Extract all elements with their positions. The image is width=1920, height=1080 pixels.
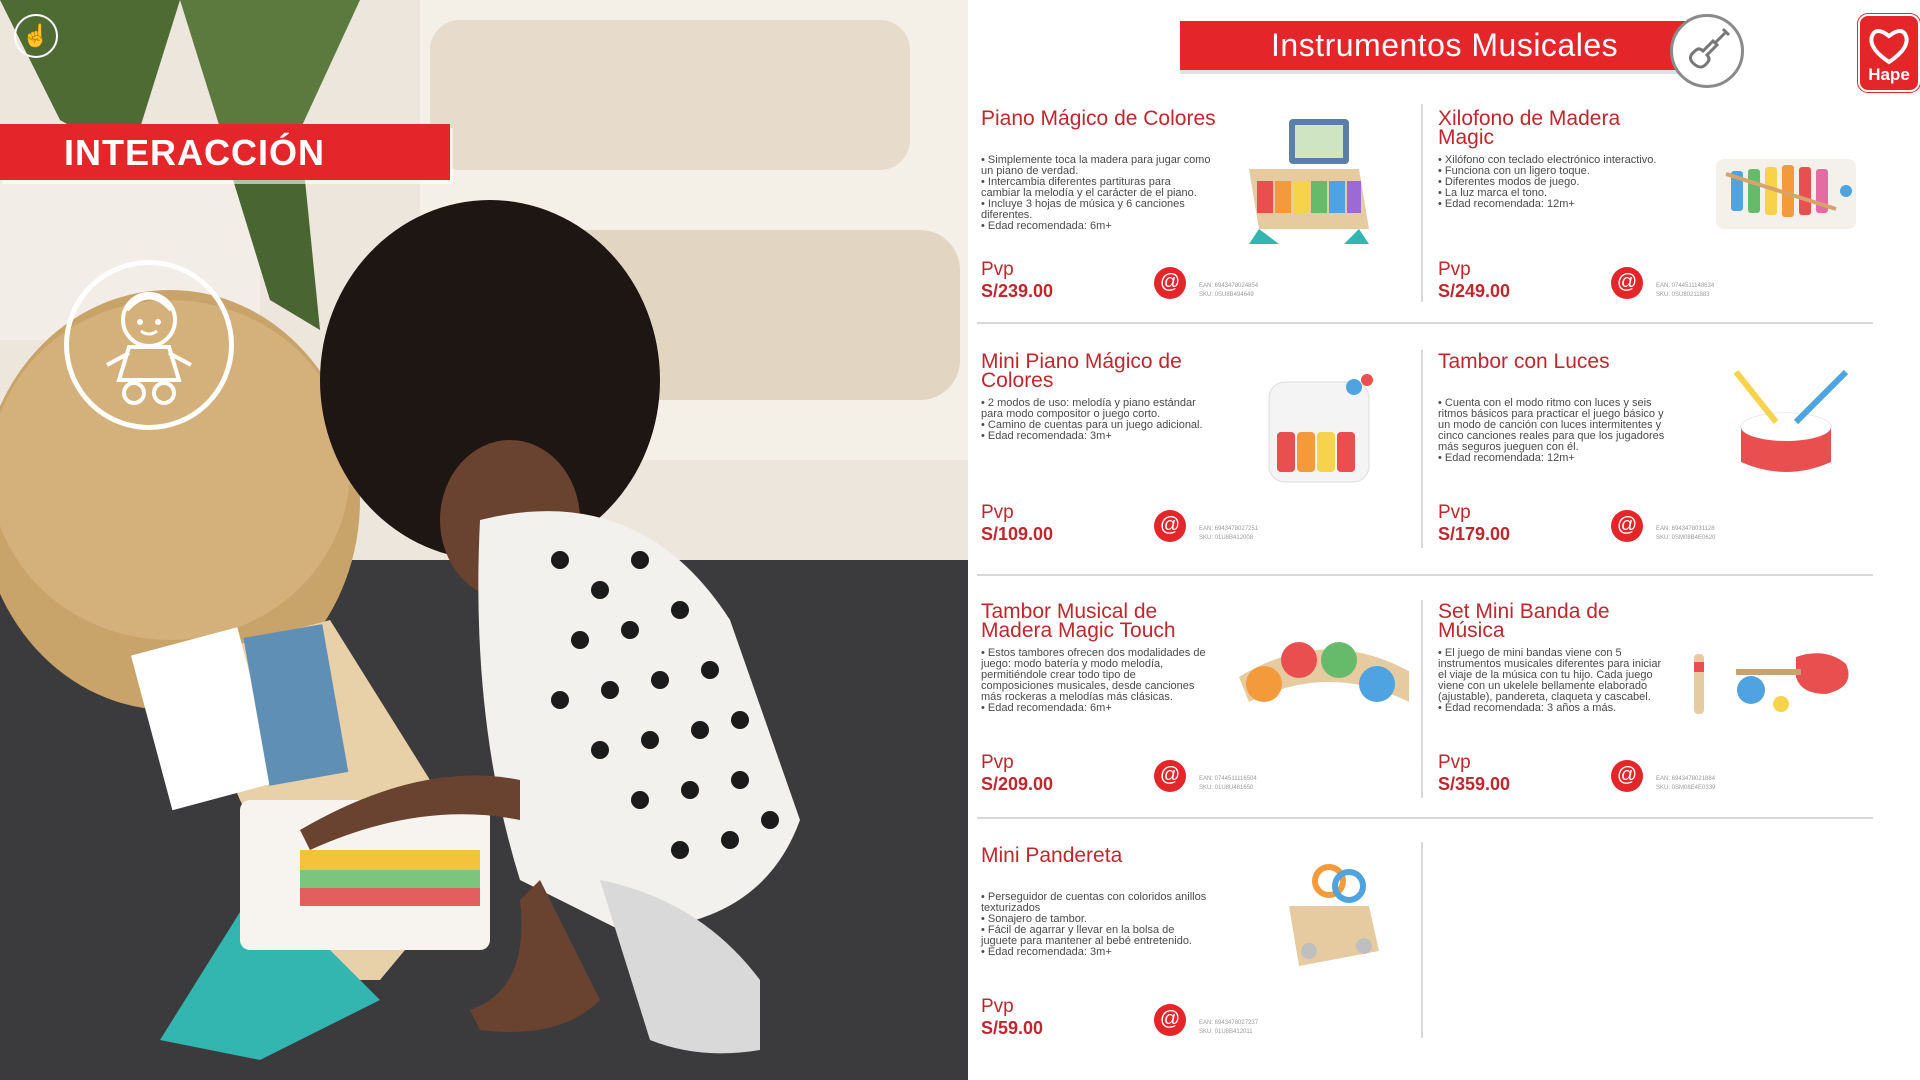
column-divider <box>1421 842 1423 1038</box>
product-card <box>1436 602 1876 812</box>
row-divider <box>977 322 1873 324</box>
product-description: • Simplemente toca la madera para jugar como un piano de verdad. • Intercambia diferentes partituras para cambiar la melodía y el carácter de el piano. • Incluye 3 hojas de música y 6 canciones diferentes. • Edad recomendada: 6m+ <box>981 154 1211 232</box>
product-title: Tambor con Luces <box>1438 350 1610 373</box>
pvp-label: Pvp <box>981 752 1014 773</box>
section-banner <box>0 124 450 180</box>
piano-product-image <box>1219 109 1409 249</box>
product-price: S/209.00 <box>981 774 1054 794</box>
tambourine-product-image <box>1219 846 1409 986</box>
product-codes: EAN: 6943478027237 SKU: 01U8B412011 <box>1199 1020 1259 1035</box>
product-price: S/109.00 <box>981 524 1054 544</box>
pvp-label: Pvp <box>1438 259 1471 280</box>
product-title: Mini Pandereta <box>981 844 1123 867</box>
product-card <box>1436 352 1876 562</box>
brand-name: Hape <box>1868 65 1910 84</box>
product-description: • El juego de mini bandas viene con 5 instrumentos musicales diferentes para iniciar el viaje de la música con tu hijo. Cada juego viene con un ukelele bellamente elaborado (ajustable), pandereta, claqueta y cascabel. • Edad recomendada: 3 años a más. <box>1438 647 1662 714</box>
product-description: • Estos tambores ofrecen dos modalidades de juego: modo batería y modo melodía, permitiéndole crear todo tipo de composiciones musicales, desde canciones más rockeras a melodías más clásicas. • Edad recomendada: 6m+ <box>981 647 1206 714</box>
product-price: S/249.00 <box>1438 281 1511 301</box>
banner-title: INTERACCIÓN <box>64 132 325 173</box>
product-title: Mini Piano Mágico de Colores <box>981 350 1182 392</box>
product-card <box>1436 109 1876 319</box>
product-title: Tambor Musical de Madera Magic Touch <box>981 600 1176 642</box>
at-sign-icon[interactable]: @ <box>1154 267 1186 299</box>
at-sign-icon[interactable]: @ <box>1611 267 1643 299</box>
mini-piano-product-image <box>1219 352 1409 492</box>
at-sign-icon[interactable]: @ <box>1154 760 1186 792</box>
product-title: Piano Mágico de Colores <box>981 107 1216 130</box>
product-codes: EAN: 0744511116504 SKU: 01U8U481650 <box>1199 776 1257 791</box>
product-card <box>979 352 1419 562</box>
drum-set-product-image <box>1219 602 1409 742</box>
product-price: S/59.00 <box>981 1018 1044 1038</box>
product-codes: EAN: 6943478024854 SKU: 0SU8B494649 <box>1199 283 1259 298</box>
doll-icon <box>64 260 234 430</box>
band-set-product-image <box>1676 602 1866 742</box>
row-divider <box>977 574 1873 576</box>
at-sign-icon[interactable]: @ <box>1611 510 1643 542</box>
product-card <box>979 602 1419 812</box>
product-card <box>979 109 1419 319</box>
drum-product-image <box>1676 352 1866 492</box>
pvp-label: Pvp <box>981 996 1014 1017</box>
product-description: • Cuenta con el modo ritmo con luces y seis ritmos básicos para practicar el juego básico y un modo de canción con luces intermitentes y cinco canciones reales para que los jugadores más seguros jueguen con él. • Edad recomendada: 12m+ <box>1438 397 1665 464</box>
pvp-label: Pvp <box>981 259 1014 280</box>
at-sign-icon[interactable]: @ <box>1611 760 1643 792</box>
product-description: • 2 modos de uso: melodía y piano estándar para modo compositor o juego corto. • Camino de cuentas para un juego adicional. • Edad recomendada: 3m+ <box>981 397 1203 442</box>
pvp-label: Pvp <box>1438 502 1471 523</box>
column-divider <box>1421 350 1423 548</box>
product-title: Xilofono de Madera Magic <box>1438 107 1621 149</box>
pvp-label: Pvp <box>1438 752 1471 773</box>
at-sign-icon[interactable]: @ <box>1154 1004 1186 1036</box>
product-title: Set Mini Banda de Música <box>1438 600 1610 642</box>
at-sign-icon[interactable]: @ <box>1154 510 1186 542</box>
product-codes: EAN: 0744511148634 SKU: 0SU80211883 <box>1656 283 1715 298</box>
product-codes: EAN: 6943478027251 SKU: 01U8B412008 <box>1199 526 1259 541</box>
section-header <box>1180 21 1685 70</box>
product-price: S/239.00 <box>981 281 1054 301</box>
pvp-label: Pvp <box>981 502 1014 523</box>
hand-pointer-icon[interactable]: ☝ <box>14 14 58 58</box>
hape-logo <box>1858 14 1920 92</box>
product-card <box>979 846 1419 1056</box>
product-codes: EAN: 6943478021884 SKU: 0SM08E4E0339 <box>1656 776 1716 791</box>
section-title: Instrumentos Musicales <box>1271 27 1619 63</box>
column-divider <box>1421 600 1423 798</box>
product-price: S/359.00 <box>1438 774 1511 794</box>
row-divider <box>977 817 1873 819</box>
product-description: • Perseguidor de cuentas con coloridos anillos texturizados • Sonajero de tambor. • Fácil de agarrar y llevar en la bolsa de juguete para mantener al bebé entretenido. • Edad recomendada: 3m+ <box>981 891 1207 958</box>
column-divider <box>1421 104 1423 302</box>
product-description: • Xilófono con teclado electrónico interactivo. • Funciona con un ligero toque. • Diferentes modos de juego. • La luz marca el tono. • Edad recomendada: 12m+ <box>1438 154 1657 210</box>
product-codes: EAN: 6943478031128 SKU: 0SM08B4E0620 <box>1656 526 1716 541</box>
guitar-icon <box>1670 14 1744 88</box>
product-price: S/179.00 <box>1438 524 1511 544</box>
xylophone-product-image <box>1676 109 1866 249</box>
